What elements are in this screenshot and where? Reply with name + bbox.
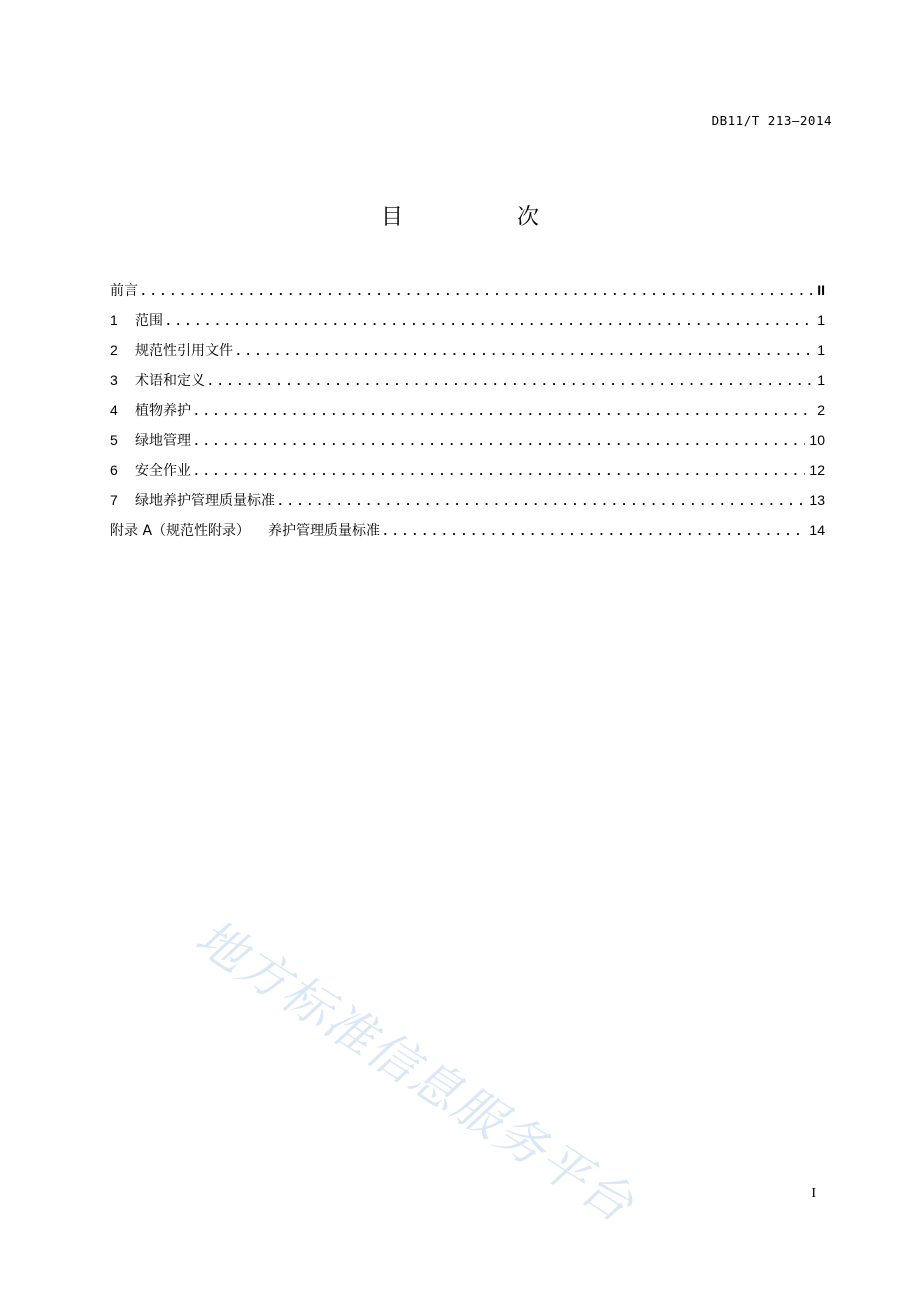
toc-leader-dots bbox=[193, 400, 813, 424]
page-title: 目 次 bbox=[380, 205, 585, 230]
toc-section-number: 4 bbox=[110, 402, 118, 418]
toc-page-number: 1 bbox=[817, 342, 825, 358]
table-of-contents bbox=[110, 278, 825, 548]
toc-label: 植物养护 bbox=[135, 403, 191, 419]
toc-section-number: 5 bbox=[110, 432, 118, 448]
toc-page-number: 1 bbox=[817, 372, 825, 388]
toc-leader-dots bbox=[193, 430, 805, 454]
toc-section-number: 1 bbox=[110, 312, 118, 328]
toc-page-number: 14 bbox=[809, 522, 825, 538]
toc-page-number: 13 bbox=[809, 492, 825, 508]
toc-entry-7[interactable] bbox=[110, 488, 825, 518]
toc-entry-appendix-a[interactable] bbox=[110, 518, 825, 548]
toc-label: 附录 A（规范性附录） bbox=[110, 523, 251, 539]
toc-page-number: 1 bbox=[817, 312, 825, 328]
toc-entry-2[interactable] bbox=[110, 338, 825, 368]
toc-leader-dots bbox=[165, 310, 813, 334]
toc-section-number: 3 bbox=[110, 372, 118, 388]
toc-entry-4[interactable] bbox=[110, 398, 825, 428]
toc-section-number: 2 bbox=[110, 342, 118, 358]
toc-label: 绿地养护管理质量标准 bbox=[135, 493, 275, 509]
toc-leader-dots bbox=[140, 280, 813, 304]
toc-label: 规范性引用文件 bbox=[135, 343, 233, 359]
toc-section-number: 7 bbox=[110, 492, 118, 508]
toc-page-number: 2 bbox=[817, 402, 825, 418]
toc-leader-dots bbox=[207, 370, 813, 394]
document-code: DB11/T 213—2014 bbox=[711, 113, 832, 128]
toc-label: 绿地管理 bbox=[135, 433, 191, 449]
toc-label: 安全作业 bbox=[135, 463, 191, 479]
toc-leader-dots bbox=[193, 460, 805, 484]
toc-entry-foreword[interactable] bbox=[110, 278, 825, 308]
toc-leader-dots bbox=[382, 520, 805, 544]
watermark: 地方标准信息服务平台 bbox=[185, 908, 645, 1234]
toc-label: 范围 bbox=[135, 313, 163, 329]
toc-label: 前言 bbox=[110, 283, 138, 299]
toc-entry-1[interactable] bbox=[110, 308, 825, 338]
toc-entry-3[interactable] bbox=[110, 368, 825, 398]
toc-section-number: 6 bbox=[110, 462, 118, 478]
toc-page-number: 12 bbox=[809, 462, 825, 478]
toc-leader-dots bbox=[277, 490, 805, 514]
toc-entry-5[interactable] bbox=[110, 428, 825, 458]
toc-entry-6[interactable] bbox=[110, 458, 825, 488]
toc-label: 术语和定义 bbox=[135, 373, 205, 389]
toc-page-number: II bbox=[817, 282, 825, 298]
toc-page-number: 10 bbox=[809, 432, 825, 448]
toc-label-appendix-title: 养护管理质量标准 bbox=[268, 523, 381, 539]
toc-leader-dots bbox=[235, 340, 813, 364]
page-number: I bbox=[811, 1186, 816, 1201]
